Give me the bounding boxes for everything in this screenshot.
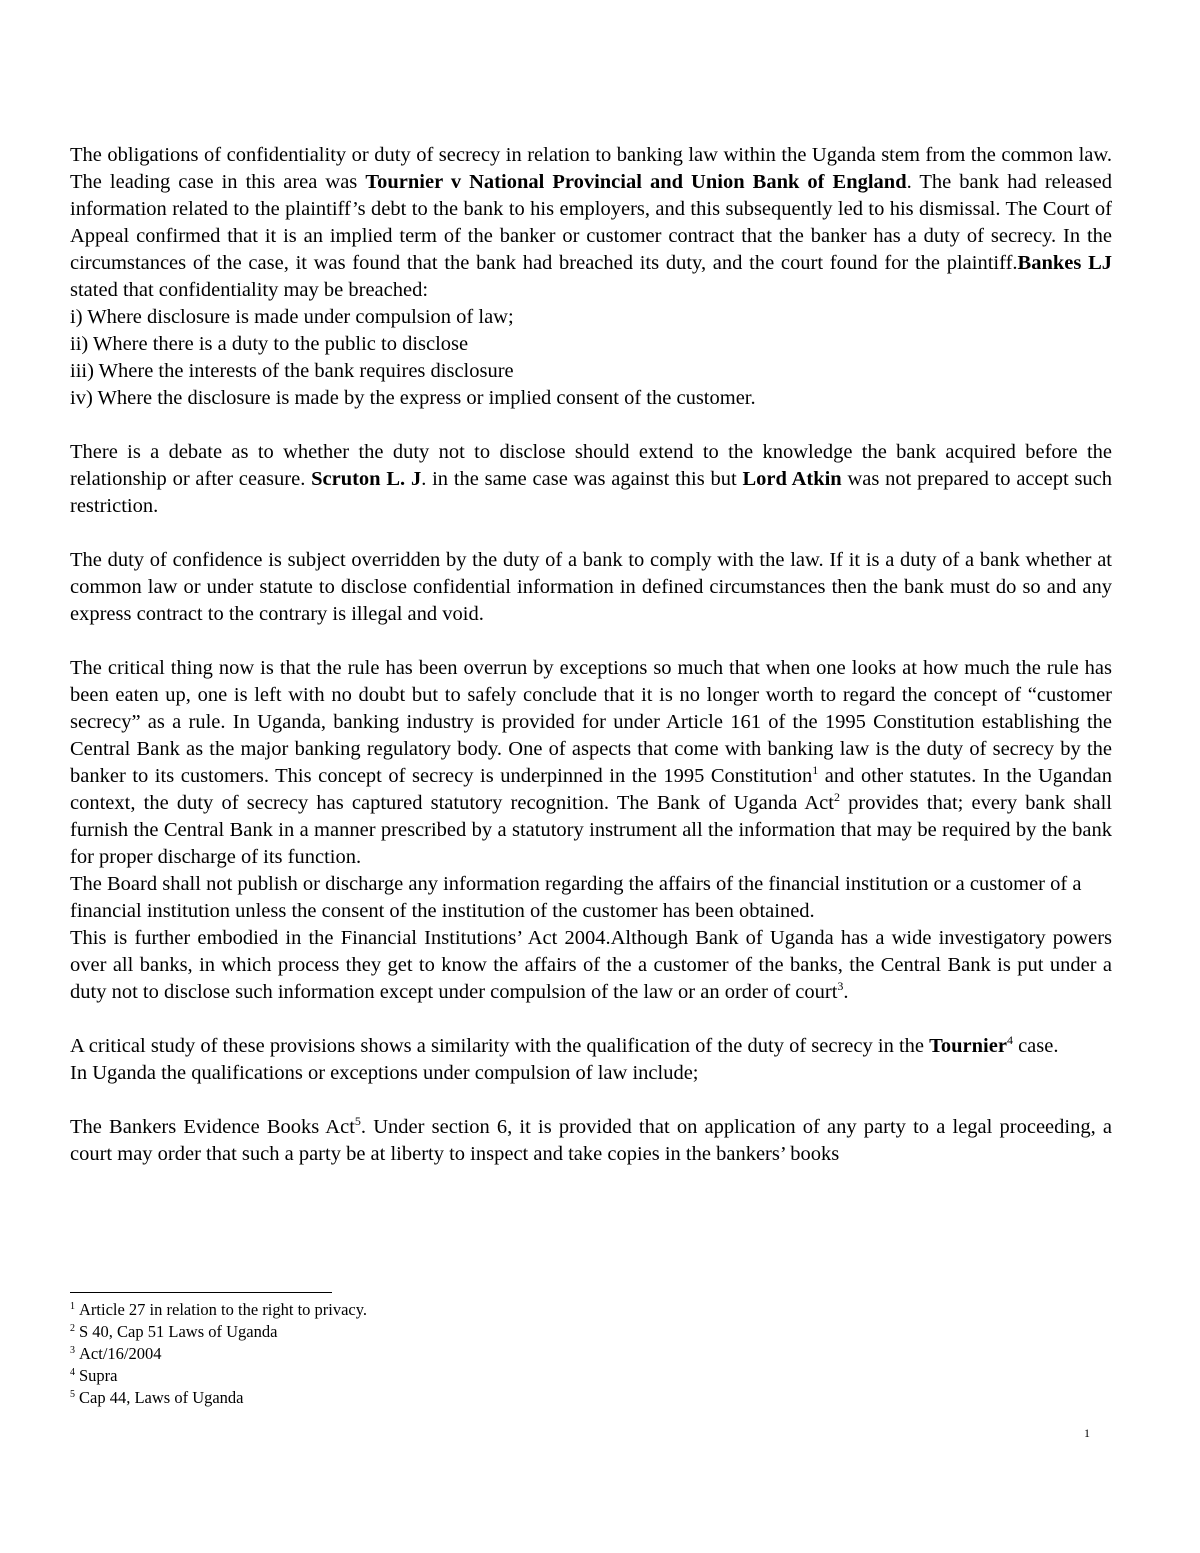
footnote: $^1$ Article 27 in relation to the right to privacy. [70,1300,368,1319]
footnote: $^3$ Act/16/2004 [70,1344,162,1363]
footnote-ref[interactable]: 5 [354,1114,361,1129]
paragraph-critical-thing: The critical thing now is that the rule has been overrun by exceptions so much that when one looks at how much the rule has been eaten up, one is left with no doubt but to safely conclude that it is no longer worth to regard the concept of “customer secrecy” as a rule. In Uganda, banking industry is provided for under Article 161 of the 1995 Constitution establishing the Central Bank as the major banking regulatory body. One of aspects that come with banking law is the duty of secrecy by the banker to its customers. This concept of secrecy is underpinned in the 1995 Constitution$^1$ and other statutes. In the Ugandan context, the duty of secrecy has captured statutory recognition. The Bank of Uganda Act$^2$ provides that; every bank shall furnish the Central Bank in a manner prescribed by a statutory instrument all the information that may be required by the bank for proper discharge of its function. [70,657,1112,868]
paragraph-board: The Board shall not publish or discharge any information regarding the affairs of the financial institution or a customer of a financial institution unless the consent of the institution of the customer has been obtained. [70,873,1082,922]
paragraph-critical-study: A critical study of these provisions shows a similarity with the qualification of the duty of secrecy in the Tournier$^4$ case. [70,1033,1059,1057]
paragraph-gap [70,1006,1112,1033]
paragraph-tournier-case: The obligations of confidentiality or duty of secrecy in relation to banking law within the Uganda stem from the common law. The leading case in this area was Tournier v National Provincial and Union Bank of England. The bank had released information related to the plaintiff’s debt to the bank to his employers, and this subsequently led to his dismissal. The Court of Appeal confirmed that it is an implied term of the banker or customer contract that the banker has a duty of secrecy. In the circumstances of the case, it was found that the bank had breached its duty, and the court found for the plaintiff.Bankes LJ stated that confidentiality may be breached: [70,144,1112,301]
judge-name: Lord Atkin [742,468,842,490]
footnote: $^2$ S 40, Cap 51 Laws of Uganda [70,1322,278,1341]
footnote-ref[interactable]: 2 [833,790,840,805]
footnote-separator [70,1292,332,1293]
paragraph-bankers-evidence: The Bankers Evidence Books Act$^5$. Under section 6, it is provided that on application of any party to a legal proceeding, a court may order that such a party be at liberty to inspect and take copies in the bankers’ books [70,1114,1112,1165]
paragraph-debate: There is a debate as to whether the duty not to disclose should extend to the knowledge the bank acquired before the relationship or after ceasure. Scruton L. J. in the same case was against this but Lord Atkin was not prepared to accept such restriction. [70,441,1113,517]
paragraph-gap [70,628,1112,655]
paragraph-gap [70,412,1112,439]
list-item: iv) Where the disclosure is made by the express or implied consent of the customer. [70,387,756,409]
judge-name: Bankes LJ [1017,252,1112,274]
footnote-ref[interactable]: 1 [812,763,819,778]
page-number: 1 [1084,1426,1090,1440]
footnote: $^4$ Supra [70,1366,118,1385]
document-body [70,142,1112,1168]
footnote-ref[interactable]: 3 [837,979,844,994]
footnote: $^5$ Cap 44, Laws of Uganda [70,1388,244,1407]
case-name: Tournier v National Provincial and Union Bank of England [365,171,907,193]
list-item: iii) Where the interests of the bank requires disclosure [70,360,514,382]
paragraph-gap [70,1087,1112,1114]
paragraph-gap [70,520,1112,547]
footnote-ref[interactable]: 4 [1006,1033,1013,1048]
case-name: Tournier [929,1035,1007,1057]
list-item: ii) Where there is a duty to the public to disclose [70,333,469,355]
footnotes [70,1299,770,1409]
judge-name: Scruton L. J [311,468,422,490]
list-item: i) Where disclosure is made under compulsion of law; [70,306,514,328]
paragraph-qualifications: In Uganda the qualifications or exceptions under compulsion of law include; [70,1062,699,1084]
paragraph-financial-institutions-act: This is further embodied in the Financial Institutions’ Act 2004.Although Bank of Uganda has a wide investigatory powers over all banks, in which process they get to know the affairs of the a customer of the banks, the Central Bank is put under a duty not to disclose such information except under compulsion of the law or an order of court$^3$. [70,927,1112,1003]
paragraph-duty-of-confidence: The duty of confidence is subject overridden by the duty of a bank to comply with the law. If it is a duty of a bank whether at common law or under statute to disclose confidential information in defined circumstances then the bank must do so and any express contract to the contrary is illegal and void. [70,549,1112,625]
